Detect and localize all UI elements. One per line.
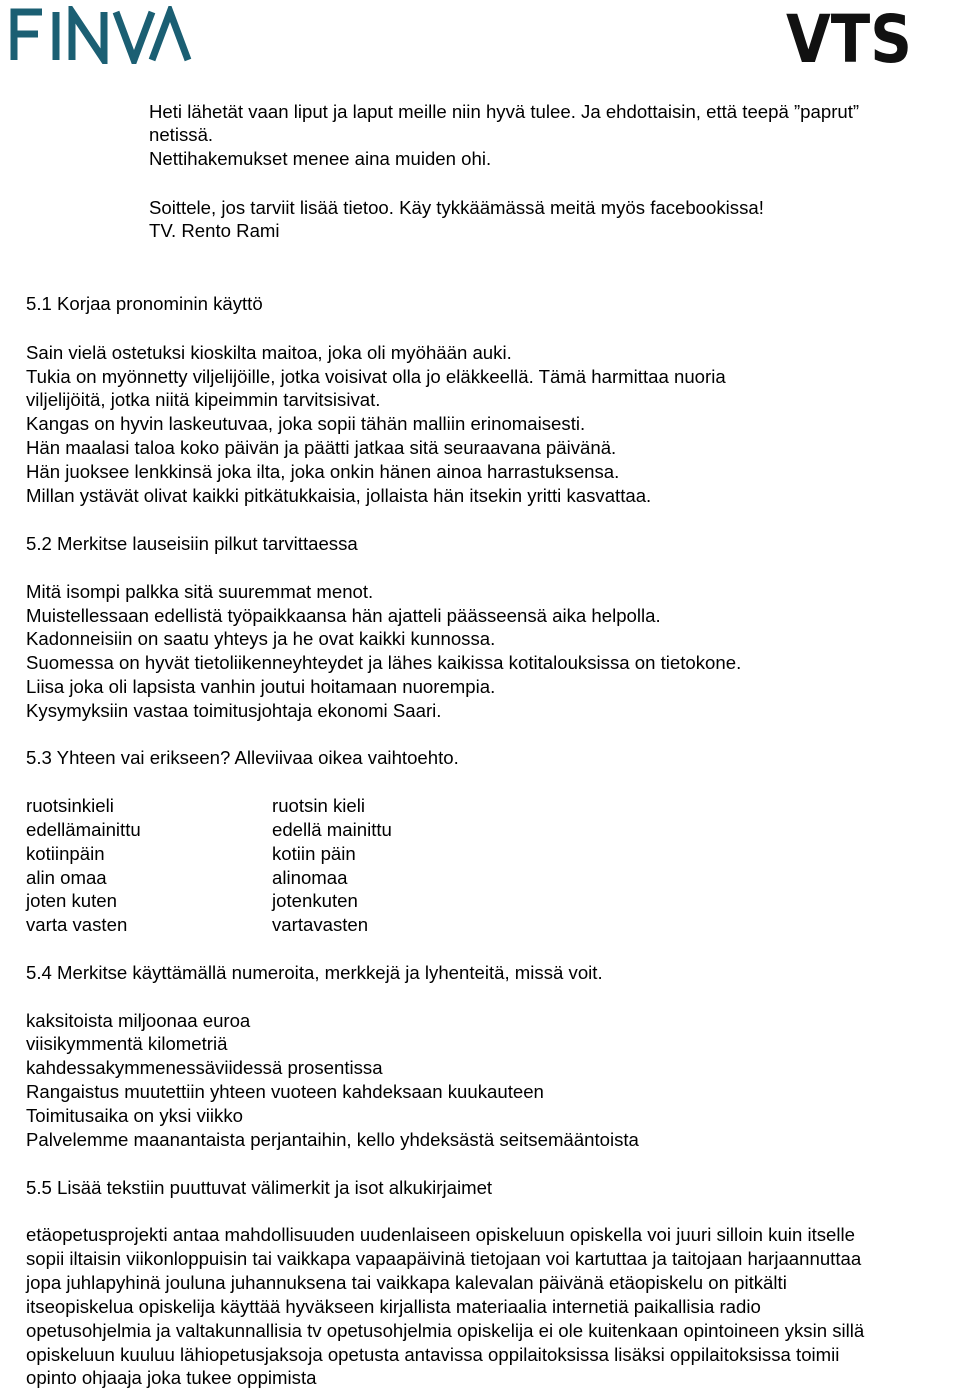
finva-logo [8, 6, 198, 64]
exercise-line: Sain vielä ostetuksi kioskilta maitoa, joka oli myöhään auki. [26, 342, 512, 363]
exercise-line: sopii iltaisin viikonloppuisin tai vaikkapa vapaapäivinä tietojaan voi kartuttaa ja taitojaan harjaannuttaa [26, 1248, 862, 1269]
word-option-left: joten kuten [26, 890, 117, 911]
exercise-line: Mitä isompi palkka sitä suuremmat menot. [26, 581, 374, 602]
letter-line: Soittele, jos tarviit lisää tietoo. Käy tykkäämässä meitä myös facebookissa! [149, 197, 764, 218]
svg-text:VTS: VTS [786, 4, 912, 66]
exercise-line: kahdessakymmenessäviidessä prosentissa [26, 1057, 383, 1078]
exercise-line: Hän maalasi taloa koko päivän ja päätti jatkaa sitä seuraavana päivänä. [26, 437, 617, 458]
exercise-line: Rangaistus muutettiin yhteen vuoteen kahdeksaan kuukauteen [26, 1081, 544, 1102]
exercise-line: opinto ohjaaja joka tukee oppimista [26, 1367, 317, 1388]
exercise-line: Kadonneisiin on saatu yhteys ja he ovat kaikki kunnossa. [26, 628, 496, 649]
exercise-line: viljelijöitä, jotka niitä kipeimmin tarvitsisivat. [26, 389, 381, 410]
section-heading: 5.1 Korjaa pronominin käyttö [26, 293, 263, 314]
exercise-line: Suomessa on hyvät tietoliikenneyhteydet ja lähes kaikissa kotitalouksissa on tietokone. [26, 652, 742, 673]
exercise-line: Millan ystävät olivat kaikki pitkätukkaisia, jollaista hän itsekin yritti kasvattaa. [26, 485, 652, 506]
exercise-line: Hän juoksee lenkkinsä joka ilta, joka onkin hänen ainoa harrastuksensa. [26, 461, 620, 482]
letter-line: Nettihakemukset menee aina muiden ohi. [149, 148, 492, 169]
exercise-line: viisikymmentä kilometriä [26, 1033, 228, 1054]
letter-line: Heti lähetät vaan liput ja laput meille niin hyvä tulee. Ja ehdottaisin, että teepä ”paprut” [149, 101, 860, 122]
word-option-right: ruotsin kieli [272, 795, 366, 816]
exercise-line: Toimitusaika on yksi viikko [26, 1105, 243, 1126]
word-option-left: ruotsinkieli [26, 795, 114, 816]
word-option-left: alin omaa [26, 867, 107, 888]
exercise-line: opetusohjelmia ja valtakunnallisia tv opetusohjelmia opiskelija ei ole kuitenkaan opintoineen yksin sillä [26, 1320, 865, 1341]
exercise-line: Liisa joka oli lapsista vanhin joutui hoitamaan nuorempia. [26, 676, 496, 697]
exercise-line: opiskeluun kuuluu lähiopetusjaksoja opetusta antavissa oppilaitoksissa lisäksi oppilaitoksissa toimii [26, 1344, 840, 1365]
word-option-left: edellämainittu [26, 819, 141, 840]
section-heading: 5.2 Merkitse lauseisiin pilkut tarvittaessa [26, 533, 358, 554]
word-option-left: varta vasten [26, 914, 128, 935]
exercise-line: Palvelemme maanantaista perjantaihin, kello yhdeksästä seitsemääntoista [26, 1129, 639, 1150]
letter-line: netissä. [149, 124, 214, 145]
section-heading: 5.5 Lisää tekstiin puuttuvat välimerkit ja isot alkukirjaimet [26, 1177, 493, 1198]
word-option-right: edellä mainittu [272, 819, 392, 840]
word-option-right: jotenkuten [272, 890, 358, 911]
exercise-line: kaksitoista miljoonaa euroa [26, 1010, 251, 1031]
section-heading: 5.4 Merkitse käyttämällä numeroita, merkkejä ja lyhenteitä, missä voit. [26, 962, 603, 983]
vts-logo [786, 4, 916, 66]
exercise-line: jopa juhlapyhinä jouluna juhannuksena tai vaikkapa kalevalan päivänä etäopiskelu on pitkälti [26, 1272, 787, 1293]
word-option-left: kotiinpäin [26, 843, 105, 864]
word-option-right: vartavasten [272, 914, 369, 935]
exercise-line: Kangas on hyvin laskeutuvaa, joka sopii tähän malliin erinomaisesti. [26, 413, 586, 434]
word-option-right: kotiin päin [272, 843, 356, 864]
section-heading: 5.3 Yhteen vai erikseen? Alleviivaa oikea vaihtoehto. [26, 747, 459, 768]
letter-signature: TV. Rento Rami [149, 220, 280, 241]
exercise-line: itseopiskelua opiskelija käyttää hyväkseen kirjallista materiaalia internetiä paikallisia radio [26, 1296, 761, 1317]
exercise-line: Tukia on myönnetty viljelijöille, jotka voisivat olla jo eläkkeellä. Tämä harmittaa nuoria [26, 366, 726, 387]
exercise-line: Muistellessaan edellistä työpaikkaansa hän ajatteli päässeensä aika helpolla. [26, 605, 661, 626]
exercise-line: Kysymyksiin vastaa toimitusjohtaja ekonomi Saari. [26, 700, 442, 721]
word-option-right: alinomaa [272, 867, 348, 888]
exercise-line: etäopetusprojekti antaa mahdollisuuden uudenlaiseen opiskeluun opiskella voi juuri silloin kuin itselle [26, 1224, 855, 1245]
